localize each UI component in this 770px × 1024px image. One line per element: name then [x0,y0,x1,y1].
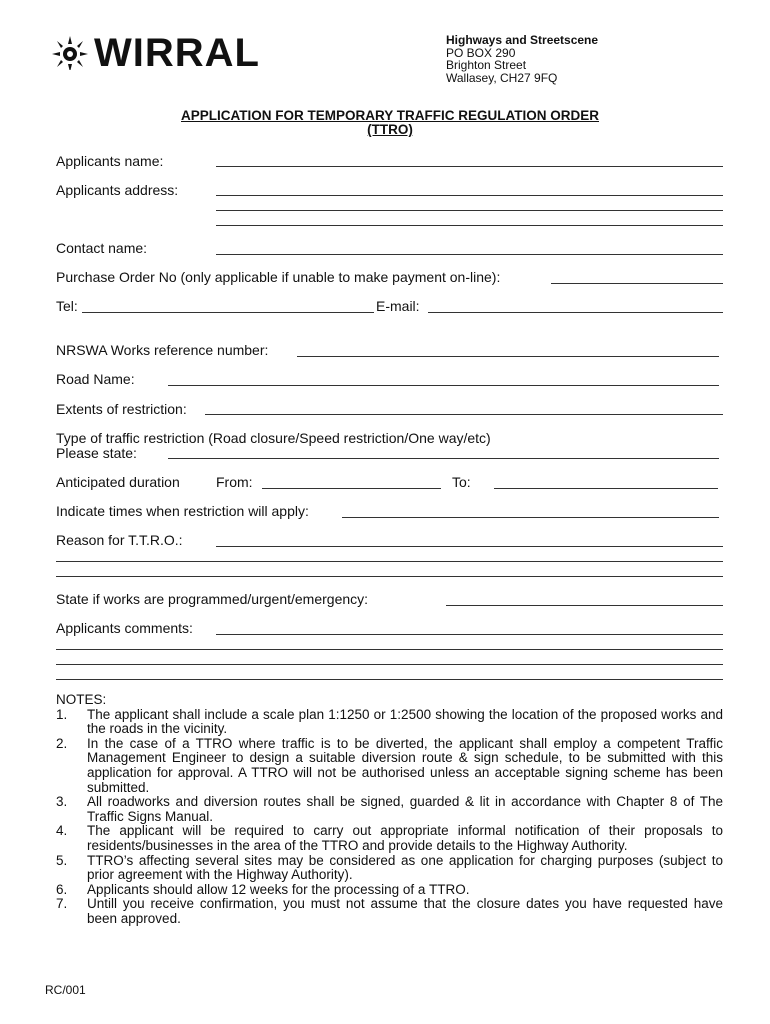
please-state-label: Please state: [56,445,137,461]
restriction-times-field[interactable] [342,517,719,518]
works-type-label: State if works are programmed/urgent/emergency: [56,591,369,607]
note-item [56,737,723,795]
applicants-address-field-3[interactable] [216,225,723,226]
nrswa-label: NRSWA Works reference number: [56,342,269,358]
address-block [446,34,598,84]
address-line-3: Wallasey, CH27 9FQ [446,70,558,85]
reason-label: Reason for T.T.R.O.: [56,532,183,548]
notes-list [56,708,723,927]
comments-field-4[interactable] [56,679,723,680]
form-reference-code: RC/001 [45,983,86,997]
from-label: From: [216,474,253,490]
tel-label: Tel: [56,298,78,314]
address-line-2: Brighton Street [446,58,527,72]
note-number: 1. [56,706,68,722]
applicants-address-field-2[interactable] [216,210,723,211]
note-number: 6. [56,881,68,897]
email-field[interactable] [428,312,723,313]
note-text: Applicants should allow 12 weeks for the processing of a TTRO. [87,881,470,897]
to-label: To: [452,474,471,490]
applicants-name-field[interactable] [216,166,723,167]
note-text: The applicant shall include a scale plan 1:1250 or 1:2500 showing the location of the proposed works and the roads in the vicinity. [87,706,723,737]
note-number: 2. [56,735,68,751]
works-type-field[interactable] [446,605,723,606]
restriction-times-label: Indicate times when restriction will apply: [56,503,309,519]
applicants-address-label: Applicants address: [56,182,179,198]
comments-label: Applicants comments: [56,620,193,636]
note-text: The applicant will be required to carry out appropriate informal notification of their proposals to residents/businesses in the area of the TTRO and provide details to the Highway Authority. [87,823,723,853]
to-date-field[interactable] [494,488,718,489]
note-text: Untill you receive confirmation, you must not assume that the closure dates you have requested have been approved. [87,896,723,926]
comments-field-3[interactable] [56,664,723,665]
email-label: E-mail: [376,298,420,314]
note-number: 7. [56,896,68,912]
note-item [56,883,723,898]
notes-heading: NOTES: [56,692,107,707]
nrswa-field[interactable] [297,356,719,357]
address-line-1: PO BOX 290 [446,45,516,60]
purchase-order-field[interactable] [551,283,723,284]
applicants-name-label: Applicants name: [56,153,164,169]
note-item [56,854,723,883]
logo-wordmark: WIRRAL [94,31,260,75]
sun-emblem-icon [50,34,90,70]
address-org: Highways and Streetscene [446,33,599,47]
anticipated-duration-label: Anticipated duration [56,474,180,490]
comments-field-1[interactable] [216,634,723,635]
road-name-label: Road Name: [56,371,135,387]
road-name-field[interactable] [168,385,719,386]
note-number: 4. [56,823,68,839]
contact-name-label: Contact name: [56,240,148,256]
note-item [56,795,723,824]
note-item [56,824,723,853]
wirral-logo [50,31,270,75]
from-date-field[interactable] [262,488,441,489]
purchase-order-label: Purchase Order No (only applicable if unable to make payment on-line): [56,269,501,285]
form-title [0,109,770,137]
tel-field[interactable] [82,312,374,313]
form-title-line-1: APPLICATION FOR TEMPORARY TRAFFIC REGULATION ORDER [181,108,599,123]
reason-field-2[interactable] [56,561,723,562]
applicants-address-field-1[interactable] [216,195,723,196]
note-text: All roadworks and diversion routes shall be signed, guarded & lit in accordance with Chapter 8 of The Traffic Signs Manual. [87,794,723,824]
form-title-line-2: (TTRO) [367,122,413,137]
note-text: In the case of a TTRO where traffic is to be diverted, the applicant shall employ a competent Traffic Management Engineer to design a suitable diversion route & sign schedule, to be submitted with this application for approval. A TTRO will not be authorised unless an acceptable signing scheme has been submitted. [87,735,723,795]
reason-field-3[interactable] [56,576,723,577]
note-item [56,708,723,737]
note-number: 3. [56,794,68,810]
comments-field-2[interactable] [56,649,723,650]
extents-label: Extents of restriction: [56,401,187,417]
notes-section [56,693,723,927]
note-number: 5. [56,852,68,868]
extents-field[interactable] [205,414,723,415]
note-text: TTRO’s affecting several sites may be considered as one application for charging purposes (subject to prior agreement with the Highway Authority). [87,852,723,883]
contact-name-field[interactable] [216,254,723,255]
please-state-field[interactable] [168,458,719,459]
restriction-type-label: Type of traffic restriction (Road closure/Speed restriction/One way/etc) [56,430,491,446]
note-item [56,897,723,926]
reason-field-1[interactable] [216,546,723,547]
